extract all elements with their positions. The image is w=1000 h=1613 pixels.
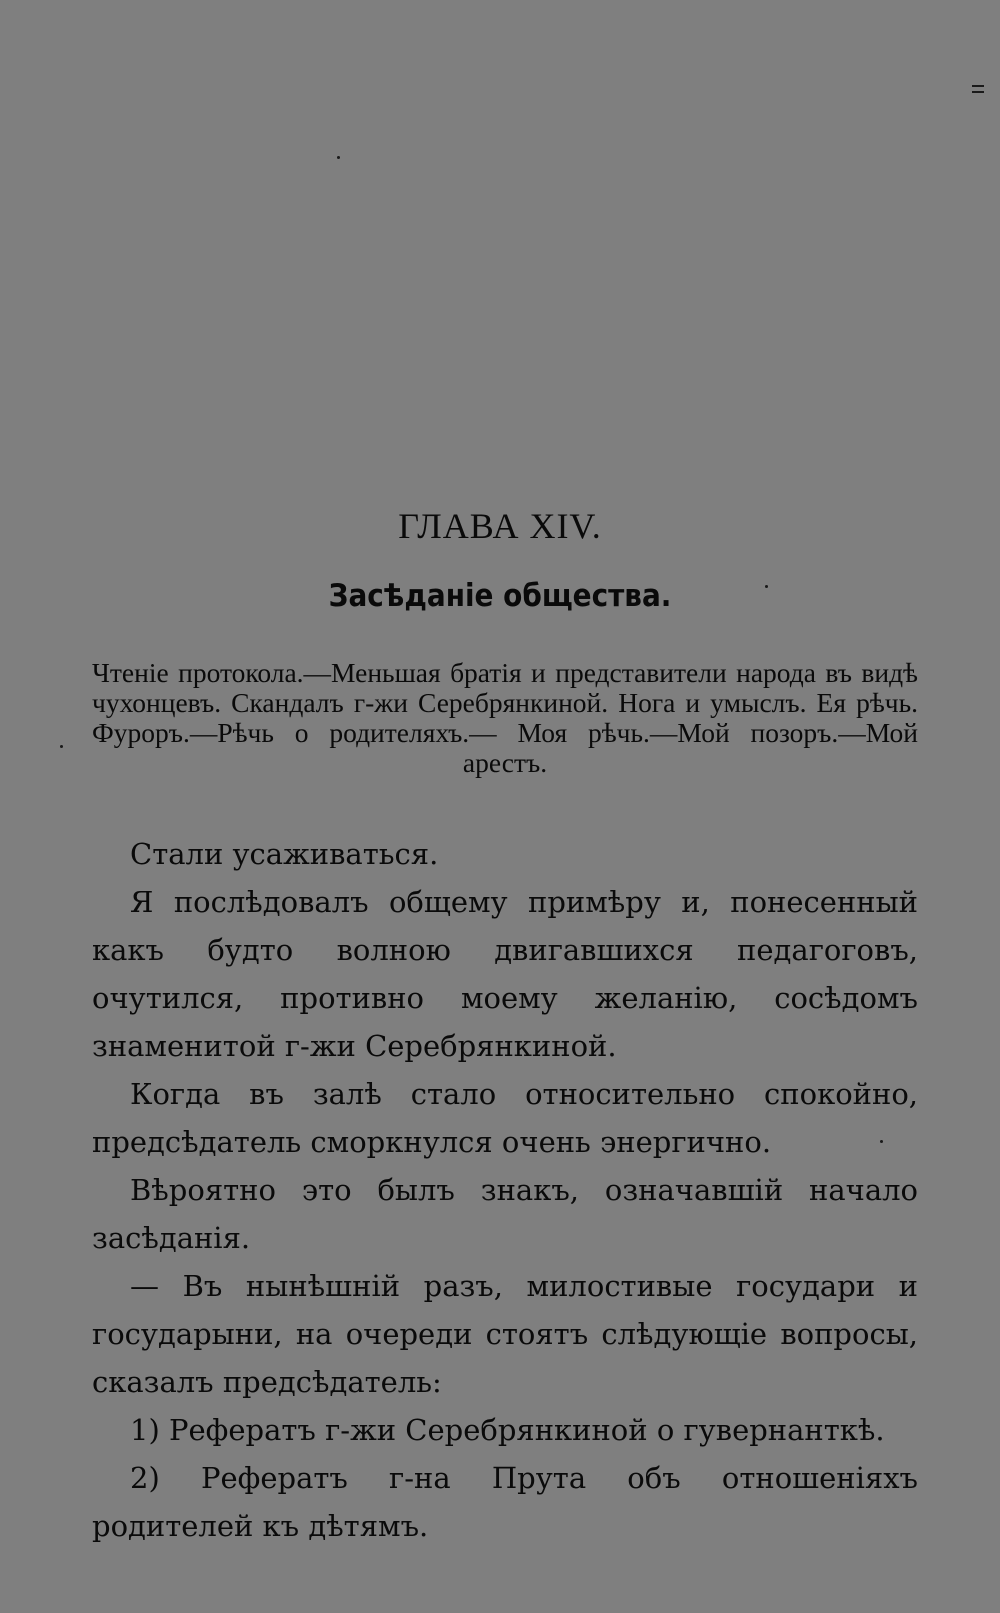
chapter-body	[92, 830, 918, 1550]
scan-speck	[972, 91, 984, 93]
paragraph: Вѣроятно это былъ знакъ, означавшій начало засѣданія.	[92, 1173, 918, 1255]
paragraph: Когда въ залѣ стало относительно спокойно, предсѣдатель сморкнулся очень энергично.	[92, 1077, 918, 1159]
scan-speck	[60, 745, 63, 748]
scan-speck	[337, 156, 340, 159]
paragraph: 1) Рефератъ г-жи Серебрянкиной о гувернанткѣ.	[130, 1413, 885, 1447]
scan-speck	[972, 85, 984, 87]
paragraph: — Въ нынѣшній разъ, милостивые государи и государыни, на очереди стоятъ слѣдующіе вопросы, сказалъ предсѣдатель:	[92, 1269, 918, 1399]
paragraph: 2) Рефератъ г-на Прута объ отношеніяхъ родителей къ дѣтямъ.	[92, 1461, 918, 1543]
chapter-title: ГЛАВА XIV.	[398, 506, 602, 546]
chapter-subtitle: Засѣданіе общества.	[328, 578, 672, 614]
paragraph: Стали усаживаться.	[130, 837, 439, 871]
paragraph: Я послѣдовалъ общему примѣру и, понесенный какъ будто волною двигавшихся педагоговъ, очутился, противно моему желанію, сосѣдомъ знаменитой г-жи Серебрянкиной.	[92, 885, 918, 1063]
chapter-summary: Чтеніе протокола.—Меньшая братія и представители народа въ видѣ чухонцевъ. Скандалъ г-жи Серебрянкиной. Нога и умыслъ. Ея рѣчь. Фуроръ.—Рѣчь о родителяхъ.— Моя рѣчь.—Мой позоръ.—Мой арестъ.	[92, 657, 918, 778]
